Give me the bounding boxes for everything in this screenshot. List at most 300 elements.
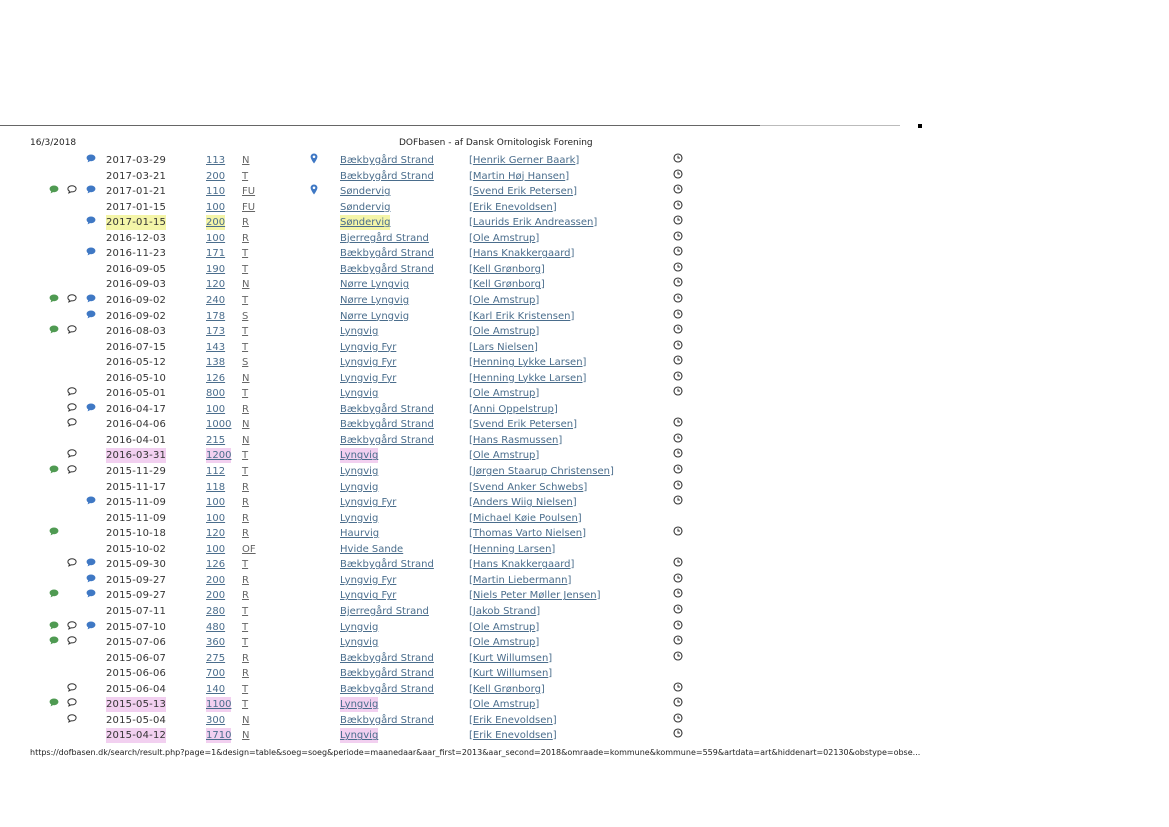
clock-icon[interactable] xyxy=(673,480,683,495)
location-link[interactable]: Bækbygård Strand xyxy=(340,683,434,695)
observation-count-link[interactable]: 171 xyxy=(206,248,226,260)
table-row xyxy=(0,340,900,355)
comment-outline-icon[interactable] xyxy=(67,464,77,479)
observer-link[interactable]: [Martin Høj Hansen] xyxy=(469,170,570,182)
location-link[interactable]: Lyngvig xyxy=(340,637,379,649)
behavior-code-link[interactable]: S xyxy=(242,310,249,322)
observer-name[interactable]: Hans Knakkergaard xyxy=(472,559,571,571)
observer-name[interactable]: Henning Lykke Larsen xyxy=(472,357,583,369)
behavior-code-link[interactable]: T xyxy=(242,294,249,306)
location-link[interactable]: Søndervig xyxy=(340,186,391,198)
location-link[interactable]: Nørre Lyngvig xyxy=(340,310,410,322)
observer-link[interactable]: [Ole Amstrup] xyxy=(469,294,540,306)
table-row xyxy=(0,495,900,510)
comment-icon-green[interactable] xyxy=(49,324,59,339)
behavior-code-link[interactable]: FU xyxy=(242,201,256,213)
page-top-rule xyxy=(0,125,760,126)
observation-date: 2015-04-12 xyxy=(106,730,167,742)
observation-count-link[interactable]: 178 xyxy=(206,310,226,322)
observation-count-link[interactable]: 118 xyxy=(206,481,226,493)
observation-count-link[interactable]: 113 xyxy=(206,155,226,166)
behavior-code-link[interactable]: T xyxy=(242,450,249,462)
clock-icon[interactable] xyxy=(673,293,683,308)
observer-link[interactable]: [Svend Erik Petersen] xyxy=(469,186,577,198)
behavior-code-link[interactable]: R xyxy=(242,652,249,664)
observation-date: 2017-01-21 xyxy=(106,186,167,198)
behavior-code-link[interactable]: T xyxy=(242,637,249,649)
location-link[interactable]: Nørre Lyngvig xyxy=(340,294,410,306)
observer-name[interactable]: Svend Anker Schwebs xyxy=(472,481,584,493)
comment-icon-blue[interactable] xyxy=(86,293,96,308)
observation-count-link[interactable]: 200 xyxy=(206,170,226,182)
observer-link[interactable]: [Anders Wiig Nielsen] xyxy=(469,497,577,509)
comment-outline-icon[interactable] xyxy=(67,620,77,635)
behavior-code-link[interactable]: T xyxy=(242,466,249,477)
behavior-code-link[interactable]: R xyxy=(242,512,249,524)
observation-count-link[interactable]: 100 xyxy=(206,543,226,555)
observer-name[interactable]: Hans Rasmussen xyxy=(472,434,559,446)
clock-icon[interactable] xyxy=(673,169,683,184)
observation-count-link[interactable]: 1710 xyxy=(206,730,232,742)
observer-link[interactable]: [Henrik Gerner Baark] xyxy=(469,155,580,166)
location-link[interactable]: Lyngvig Fyr xyxy=(340,590,397,602)
comment-outline-icon[interactable] xyxy=(67,324,77,339)
observation-date: 2015-10-02 xyxy=(106,543,167,555)
observer-name[interactable]: Kell Grønborg xyxy=(472,683,541,695)
observer-link[interactable]: [Karl Erik Kristensen] xyxy=(469,310,575,322)
observer-link[interactable]: [Martin Liebermann] xyxy=(469,574,572,586)
behavior-code-link[interactable]: T xyxy=(242,341,249,353)
behavior-code-link[interactable]: N xyxy=(242,279,250,291)
behavior-code-link[interactable]: R xyxy=(242,481,249,493)
table-row xyxy=(0,713,900,728)
comment-icon-blue[interactable] xyxy=(86,153,96,168)
location-pin-icon[interactable] xyxy=(310,153,318,169)
behavior-code-link[interactable]: T xyxy=(242,326,249,338)
behavior-code-link[interactable]: S xyxy=(242,357,249,369)
observation-date: 2016-03-31 xyxy=(106,450,167,462)
location-link[interactable]: Bjerregård Strand xyxy=(340,232,429,244)
clock-icon[interactable] xyxy=(673,728,683,743)
observer-name[interactable]: Erik Enevoldsen xyxy=(472,730,553,742)
observation-count-link[interactable]: 1200 xyxy=(206,450,232,462)
observation-count-link[interactable]: 190 xyxy=(206,263,226,275)
observation-count-link[interactable]: 138 xyxy=(206,357,226,369)
clock-icon[interactable] xyxy=(673,464,683,479)
observer-name[interactable]: Karl Erik Kristensen xyxy=(472,310,571,322)
observer-name[interactable]: Thomas Varto Nielsen xyxy=(472,528,583,540)
observation-count-link[interactable]: 275 xyxy=(206,652,226,664)
comment-icon-blue[interactable] xyxy=(86,557,96,572)
comment-icon-green[interactable] xyxy=(49,293,59,308)
behavior-code-link[interactable]: N xyxy=(242,372,250,384)
clock-icon[interactable] xyxy=(673,355,683,370)
comment-outline-icon[interactable] xyxy=(67,682,77,697)
observer-link[interactable]: [Ole Amstrup] xyxy=(469,699,540,711)
clock-icon[interactable] xyxy=(673,386,683,401)
behavior-code-link[interactable]: FU xyxy=(242,186,256,198)
behavior-code-link[interactable]: T xyxy=(242,621,249,633)
observation-date: 2015-07-11 xyxy=(106,605,167,617)
clock-icon[interactable] xyxy=(673,371,683,386)
comment-outline-icon[interactable] xyxy=(67,448,77,463)
clock-icon[interactable] xyxy=(673,153,683,168)
observation-count-link[interactable]: 700 xyxy=(206,668,226,680)
observer-name[interactable]: Ole Amstrup xyxy=(472,699,536,711)
observer-name[interactable]: Kell Grønborg xyxy=(472,279,541,291)
clock-icon[interactable] xyxy=(673,635,683,650)
clock-icon[interactable] xyxy=(673,324,683,339)
comment-outline-icon[interactable] xyxy=(67,697,77,712)
observation-date: 2016-08-03 xyxy=(106,326,167,338)
observer-name[interactable]: Erik Enevoldsen xyxy=(472,714,553,726)
behavior-code-link[interactable]: R xyxy=(242,590,249,602)
observation-count-link[interactable]: 100 xyxy=(206,497,226,509)
comment-icon-green[interactable] xyxy=(49,697,59,712)
comment-icon-blue[interactable] xyxy=(86,588,96,603)
observer-link[interactable]: [Lars Nielsen] xyxy=(469,341,538,353)
location-link[interactable]: Nørre Lyngvig xyxy=(340,279,410,291)
comment-outline-icon[interactable] xyxy=(67,184,77,199)
observation-date: 2015-06-07 xyxy=(106,652,167,664)
observer-name[interactable]: Hans Knakkergaard xyxy=(472,248,571,260)
observation-count-link[interactable]: 300 xyxy=(206,714,226,726)
observer-name[interactable]: Svend Erik Petersen xyxy=(472,186,574,198)
behavior-code-link[interactable]: T xyxy=(242,605,249,617)
observer-link[interactable]: [Ole Amstrup] xyxy=(469,326,540,338)
observer-name[interactable]: Jakob Strand xyxy=(472,605,537,617)
behavior-code-link[interactable]: N xyxy=(242,155,250,166)
observer-name[interactable]: Svend Erik Petersen xyxy=(472,419,574,431)
observation-count-link[interactable]: 280 xyxy=(206,605,226,617)
observer-link[interactable]: [Ole Amstrup] xyxy=(469,232,540,244)
location-link[interactable]: Bækbygård Strand xyxy=(340,559,434,571)
comment-icon-green[interactable] xyxy=(49,464,59,479)
clock-icon[interactable] xyxy=(673,200,683,215)
location-link[interactable]: Lyngvig Fyr xyxy=(340,357,397,369)
observer-link[interactable]: [Kurt Willumsen] xyxy=(469,652,553,664)
clock-icon[interactable] xyxy=(673,604,683,619)
observer-link[interactable]: [Anni Oppelstrup] xyxy=(469,403,558,415)
clock-icon[interactable] xyxy=(673,495,683,510)
clock-icon[interactable] xyxy=(673,557,683,572)
clock-icon[interactable] xyxy=(673,340,683,355)
observation-date: 2015-10-18 xyxy=(106,528,167,540)
clock-icon[interactable] xyxy=(673,246,683,261)
behavior-code-link[interactable]: N xyxy=(242,434,250,446)
observation-count-link[interactable]: 200 xyxy=(206,217,226,229)
location-link[interactable]: Haurvig xyxy=(340,528,380,540)
observation-count-link[interactable]: 140 xyxy=(206,683,226,695)
behavior-code-link[interactable]: T xyxy=(242,683,249,695)
observer-name[interactable]: Ole Amstrup xyxy=(472,621,536,633)
location-link[interactable]: Lyngvig xyxy=(340,326,379,338)
observer-link[interactable]: [Erik Enevoldsen] xyxy=(469,201,557,213)
comment-icon-blue[interactable] xyxy=(86,495,96,510)
observer-link[interactable]: [Jørgen Staarup Christensen] xyxy=(469,466,614,477)
location-link[interactable]: Lyngvig xyxy=(340,730,379,742)
behavior-code-link[interactable]: R xyxy=(242,403,249,415)
observer-name[interactable]: Laurids Erik Andreassen xyxy=(472,217,594,229)
location-link[interactable]: Lyngvig xyxy=(340,481,379,493)
table-row xyxy=(0,417,900,432)
observer-name[interactable]: Henning Lykke Larsen xyxy=(472,372,583,384)
comment-outline-icon[interactable] xyxy=(67,713,77,728)
behavior-code-link[interactable]: R xyxy=(242,232,249,244)
behavior-code-link[interactable]: R xyxy=(242,574,249,586)
observation-date: 2015-06-04 xyxy=(106,683,167,695)
observation-count-link[interactable]: 800 xyxy=(206,388,226,400)
observation-count-link[interactable]: 360 xyxy=(206,637,226,649)
clock-icon[interactable] xyxy=(673,713,683,728)
observer-name[interactable]: Michael Køie Poulsen xyxy=(472,512,578,524)
location-link[interactable]: Søndervig xyxy=(340,217,391,229)
observer-name[interactable]: Erik Enevoldsen xyxy=(472,201,553,213)
location-link[interactable]: Bækbygård Strand xyxy=(340,263,434,275)
observation-date: 2016-04-01 xyxy=(106,434,167,446)
observer-name[interactable]: Kurt Willumsen xyxy=(472,668,549,680)
observation-date: 2017-03-29 xyxy=(106,155,167,166)
behavior-code-link[interactable]: T xyxy=(242,388,249,400)
observation-count-link[interactable]: 1100 xyxy=(206,699,232,711)
comment-icon-green[interactable] xyxy=(49,184,59,199)
location-link[interactable]: Hvide Sande xyxy=(340,543,404,555)
observer-link[interactable]: [Svend Anker Schwebs] xyxy=(469,481,588,493)
table-row xyxy=(0,480,900,495)
behavior-code-link[interactable]: T xyxy=(242,248,249,260)
location-link[interactable]: Bækbygård Strand xyxy=(340,248,434,260)
location-link[interactable]: Bækbygård Strand xyxy=(340,155,434,166)
comment-outline-icon[interactable] xyxy=(67,293,77,308)
observation-count-link[interactable]: 100 xyxy=(206,232,226,244)
observer-link[interactable]: [Laurids Erik Andreassen] xyxy=(469,217,598,229)
table-row xyxy=(0,620,900,635)
observer-link[interactable]: [Kell Grønborg] xyxy=(469,279,545,291)
observer-link[interactable]: [Henning Larsen] xyxy=(469,543,556,555)
comment-icon-green[interactable] xyxy=(49,620,59,635)
observation-count-link[interactable]: 143 xyxy=(206,341,226,353)
observer-name[interactable]: Kurt Willumsen xyxy=(472,652,549,664)
observer-name[interactable]: Jørgen Staarup Christensen xyxy=(472,466,610,477)
footer-url: https://dofbasen.dk/search/result.php?page=1&design=table&soeg=soeg&periode=maanedaar&aar_first=2013&aar_second=2018&omraade=kommune&kommune=559&artdata=art&hiddenart=02130&obstype=obse... xyxy=(30,748,921,757)
observer-link[interactable]: [Niels Peter Møller Jensen] xyxy=(469,590,601,602)
clock-icon[interactable] xyxy=(673,262,683,277)
observer-name[interactable]: Ole Amstrup xyxy=(472,450,536,462)
comment-icon-green[interactable] xyxy=(49,526,59,541)
behavior-code-link[interactable]: N xyxy=(242,714,250,726)
clock-icon[interactable] xyxy=(673,184,683,199)
table-row xyxy=(0,324,900,339)
location-link[interactable]: Bjerregård Strand xyxy=(340,605,429,617)
clock-icon[interactable] xyxy=(673,620,683,635)
print-date: 16/3/2018 xyxy=(30,138,77,148)
location-link[interactable]: Bækbygård Strand xyxy=(340,668,434,680)
comment-outline-icon[interactable] xyxy=(67,635,77,650)
observer-name[interactable]: Martin Høj Hansen xyxy=(472,170,566,182)
observer-link[interactable]: [Ole Amstrup] xyxy=(469,450,540,462)
clock-icon[interactable] xyxy=(673,309,683,324)
observer-link[interactable]: [Jakob Strand] xyxy=(469,605,541,617)
clock-icon[interactable] xyxy=(673,277,683,292)
table-row xyxy=(0,526,900,541)
comment-icon-blue[interactable] xyxy=(86,309,96,324)
observation-count-link[interactable]: 120 xyxy=(206,528,226,540)
location-link[interactable]: Bækbygård Strand xyxy=(340,434,434,446)
location-link[interactable]: Bækbygård Strand xyxy=(340,403,434,415)
observation-date: 2016-09-02 xyxy=(106,294,167,306)
clock-icon[interactable] xyxy=(673,526,683,541)
location-link[interactable]: Lyngvig xyxy=(340,621,379,633)
comment-outline-icon[interactable] xyxy=(67,417,77,432)
clock-icon[interactable] xyxy=(673,588,683,603)
clock-icon[interactable] xyxy=(673,231,683,246)
observer-name[interactable]: Lars Nielsen xyxy=(472,341,534,353)
location-link[interactable]: Bækbygård Strand xyxy=(340,419,434,431)
observer-name[interactable]: Henrik Gerner Baark xyxy=(472,155,576,166)
observation-count-link[interactable]: 240 xyxy=(206,294,226,306)
comment-outline-icon[interactable] xyxy=(67,557,77,572)
observation-count-link[interactable]: 1000 xyxy=(206,419,232,431)
observer-link[interactable]: [Ole Amstrup] xyxy=(469,637,540,649)
observer-link[interactable]: [Kell Grønborg] xyxy=(469,683,545,695)
comment-icon-blue[interactable] xyxy=(86,620,96,635)
observation-date: 2016-09-02 xyxy=(106,310,167,322)
clock-icon[interactable] xyxy=(673,448,683,463)
behavior-code-link[interactable]: OF xyxy=(242,543,256,555)
clock-icon[interactable] xyxy=(673,697,683,712)
observer-link[interactable]: [Kurt Willumsen] xyxy=(469,668,553,680)
observer-link[interactable]: [Kell Grønborg] xyxy=(469,263,545,275)
observation-count-link[interactable]: 215 xyxy=(206,434,226,446)
location-link[interactable]: Lyngvig xyxy=(340,512,379,524)
observation-date: 2015-11-09 xyxy=(106,512,167,524)
observer-link[interactable]: [Ole Amstrup] xyxy=(469,388,540,400)
observer-name[interactable]: Anni Oppelstrup xyxy=(472,403,554,415)
observation-count-link[interactable]: 200 xyxy=(206,590,226,602)
behavior-code-link[interactable]: T xyxy=(242,263,249,275)
observer-name[interactable]: Ole Amstrup xyxy=(472,232,536,244)
observation-date: 2015-11-29 xyxy=(106,466,167,477)
clock-icon[interactable] xyxy=(673,682,683,697)
observer-link[interactable]: [Erik Enevoldsen] xyxy=(469,730,557,742)
observation-count-link[interactable]: 100 xyxy=(206,403,226,415)
observer-name[interactable]: Ole Amstrup xyxy=(472,294,536,306)
behavior-code-link[interactable]: N xyxy=(242,730,250,742)
observer-link[interactable]: [Hans Rasmussen] xyxy=(469,434,563,446)
behavior-code-link[interactable]: R xyxy=(242,528,249,540)
observation-count-link[interactable]: 200 xyxy=(206,574,226,586)
observation-date: 2016-04-06 xyxy=(106,419,167,431)
comment-icon-blue[interactable] xyxy=(86,402,96,417)
location-link[interactable]: Bækbygård Strand xyxy=(340,652,434,664)
table-row xyxy=(0,511,900,526)
clock-icon[interactable] xyxy=(673,651,683,666)
observation-count-link[interactable]: 100 xyxy=(206,512,226,524)
observer-name[interactable]: Anders Wiig Nielsen xyxy=(472,497,573,509)
behavior-code-link[interactable]: T xyxy=(242,170,249,182)
table-row xyxy=(0,246,900,261)
location-link[interactable]: Bækbygård Strand xyxy=(340,714,434,726)
observation-count-link[interactable]: 112 xyxy=(206,466,226,477)
observer-link[interactable]: [Ole Amstrup] xyxy=(469,621,540,633)
observer-name[interactable]: Ole Amstrup xyxy=(472,637,536,649)
observer-name[interactable]: Kell Grønborg xyxy=(472,263,541,275)
table-row xyxy=(0,355,900,370)
location-pin-icon[interactable] xyxy=(310,184,318,200)
observation-count-link[interactable]: 100 xyxy=(206,201,226,213)
observer-name[interactable]: Ole Amstrup xyxy=(472,326,536,338)
observation-count-link[interactable]: 126 xyxy=(206,559,226,571)
observation-date: 2015-09-30 xyxy=(106,559,167,571)
comment-icon-green[interactable] xyxy=(49,588,59,603)
observer-link[interactable]: [Thomas Varto Nielsen] xyxy=(469,528,587,540)
location-link[interactable]: Lyngvig Fyr xyxy=(340,574,397,586)
observation-count-link[interactable]: 126 xyxy=(206,372,226,384)
clock-icon[interactable] xyxy=(673,433,683,448)
table-row xyxy=(0,153,900,168)
clock-icon[interactable] xyxy=(673,215,683,230)
location-link[interactable]: Lyngvig xyxy=(340,450,379,462)
observer-link[interactable]: [Hans Knakkergaard] xyxy=(469,559,575,571)
observer-name[interactable]: Ole Amstrup xyxy=(472,388,536,400)
observer-link[interactable]: [Svend Erik Petersen] xyxy=(469,419,577,431)
comment-outline-icon[interactable] xyxy=(67,386,77,401)
location-link[interactable]: Lyngvig xyxy=(340,388,379,400)
behavior-code-link[interactable]: R xyxy=(242,497,249,509)
scan-speck xyxy=(918,124,922,128)
behavior-code-link[interactable]: R xyxy=(242,217,249,229)
observation-date: 2016-09-05 xyxy=(106,263,167,275)
table-row xyxy=(0,309,900,324)
observer-name[interactable]: Martin Liebermann xyxy=(472,574,568,586)
observer-link[interactable]: [Henning Lykke Larsen] xyxy=(469,357,587,369)
location-link[interactable]: Søndervig xyxy=(340,201,391,213)
comment-icon-blue[interactable] xyxy=(86,184,96,199)
clock-icon[interactable] xyxy=(673,573,683,588)
behavior-code-link[interactable]: T xyxy=(242,699,249,711)
observation-date: 2016-12-03 xyxy=(106,232,167,244)
table-row xyxy=(0,464,900,479)
observer-link[interactable]: [Erik Enevoldsen] xyxy=(469,714,557,726)
observation-count-link[interactable]: 110 xyxy=(206,186,226,198)
observer-link[interactable]: [Henning Lykke Larsen] xyxy=(469,372,587,384)
observer-link[interactable]: [Michael Køie Poulsen] xyxy=(469,512,582,524)
clock-icon[interactable] xyxy=(673,417,683,432)
location-link[interactable]: Lyngvig Fyr xyxy=(340,497,397,509)
location-link[interactable]: Lyngvig Fyr xyxy=(340,341,397,353)
comment-icon-blue[interactable] xyxy=(86,246,96,261)
observation-count-link[interactable]: 173 xyxy=(206,326,226,338)
location-link[interactable]: Lyngvig Fyr xyxy=(340,372,397,384)
observer-link[interactable]: [Hans Knakkergaard] xyxy=(469,248,575,260)
behavior-code-link[interactable]: T xyxy=(242,559,249,571)
comment-outline-icon[interactable] xyxy=(67,402,77,417)
table-row xyxy=(0,557,900,572)
behavior-code-link[interactable]: R xyxy=(242,668,249,680)
location-link[interactable]: Lyngvig xyxy=(340,699,379,711)
comment-icon-blue[interactable] xyxy=(86,573,96,588)
comment-icon-blue[interactable] xyxy=(86,215,96,230)
observation-count-link[interactable]: 120 xyxy=(206,279,226,291)
observation-count-link[interactable]: 480 xyxy=(206,621,226,633)
behavior-code-link[interactable]: N xyxy=(242,419,250,431)
observer-name[interactable]: Henning Larsen xyxy=(472,543,552,555)
observation-date: 2015-11-09 xyxy=(106,497,167,509)
observer-name[interactable]: Niels Peter Møller Jensen xyxy=(472,590,597,602)
location-link[interactable]: Bækbygård Strand xyxy=(340,170,434,182)
location-link[interactable]: Lyngvig xyxy=(340,466,379,477)
comment-icon-green[interactable] xyxy=(49,635,59,650)
